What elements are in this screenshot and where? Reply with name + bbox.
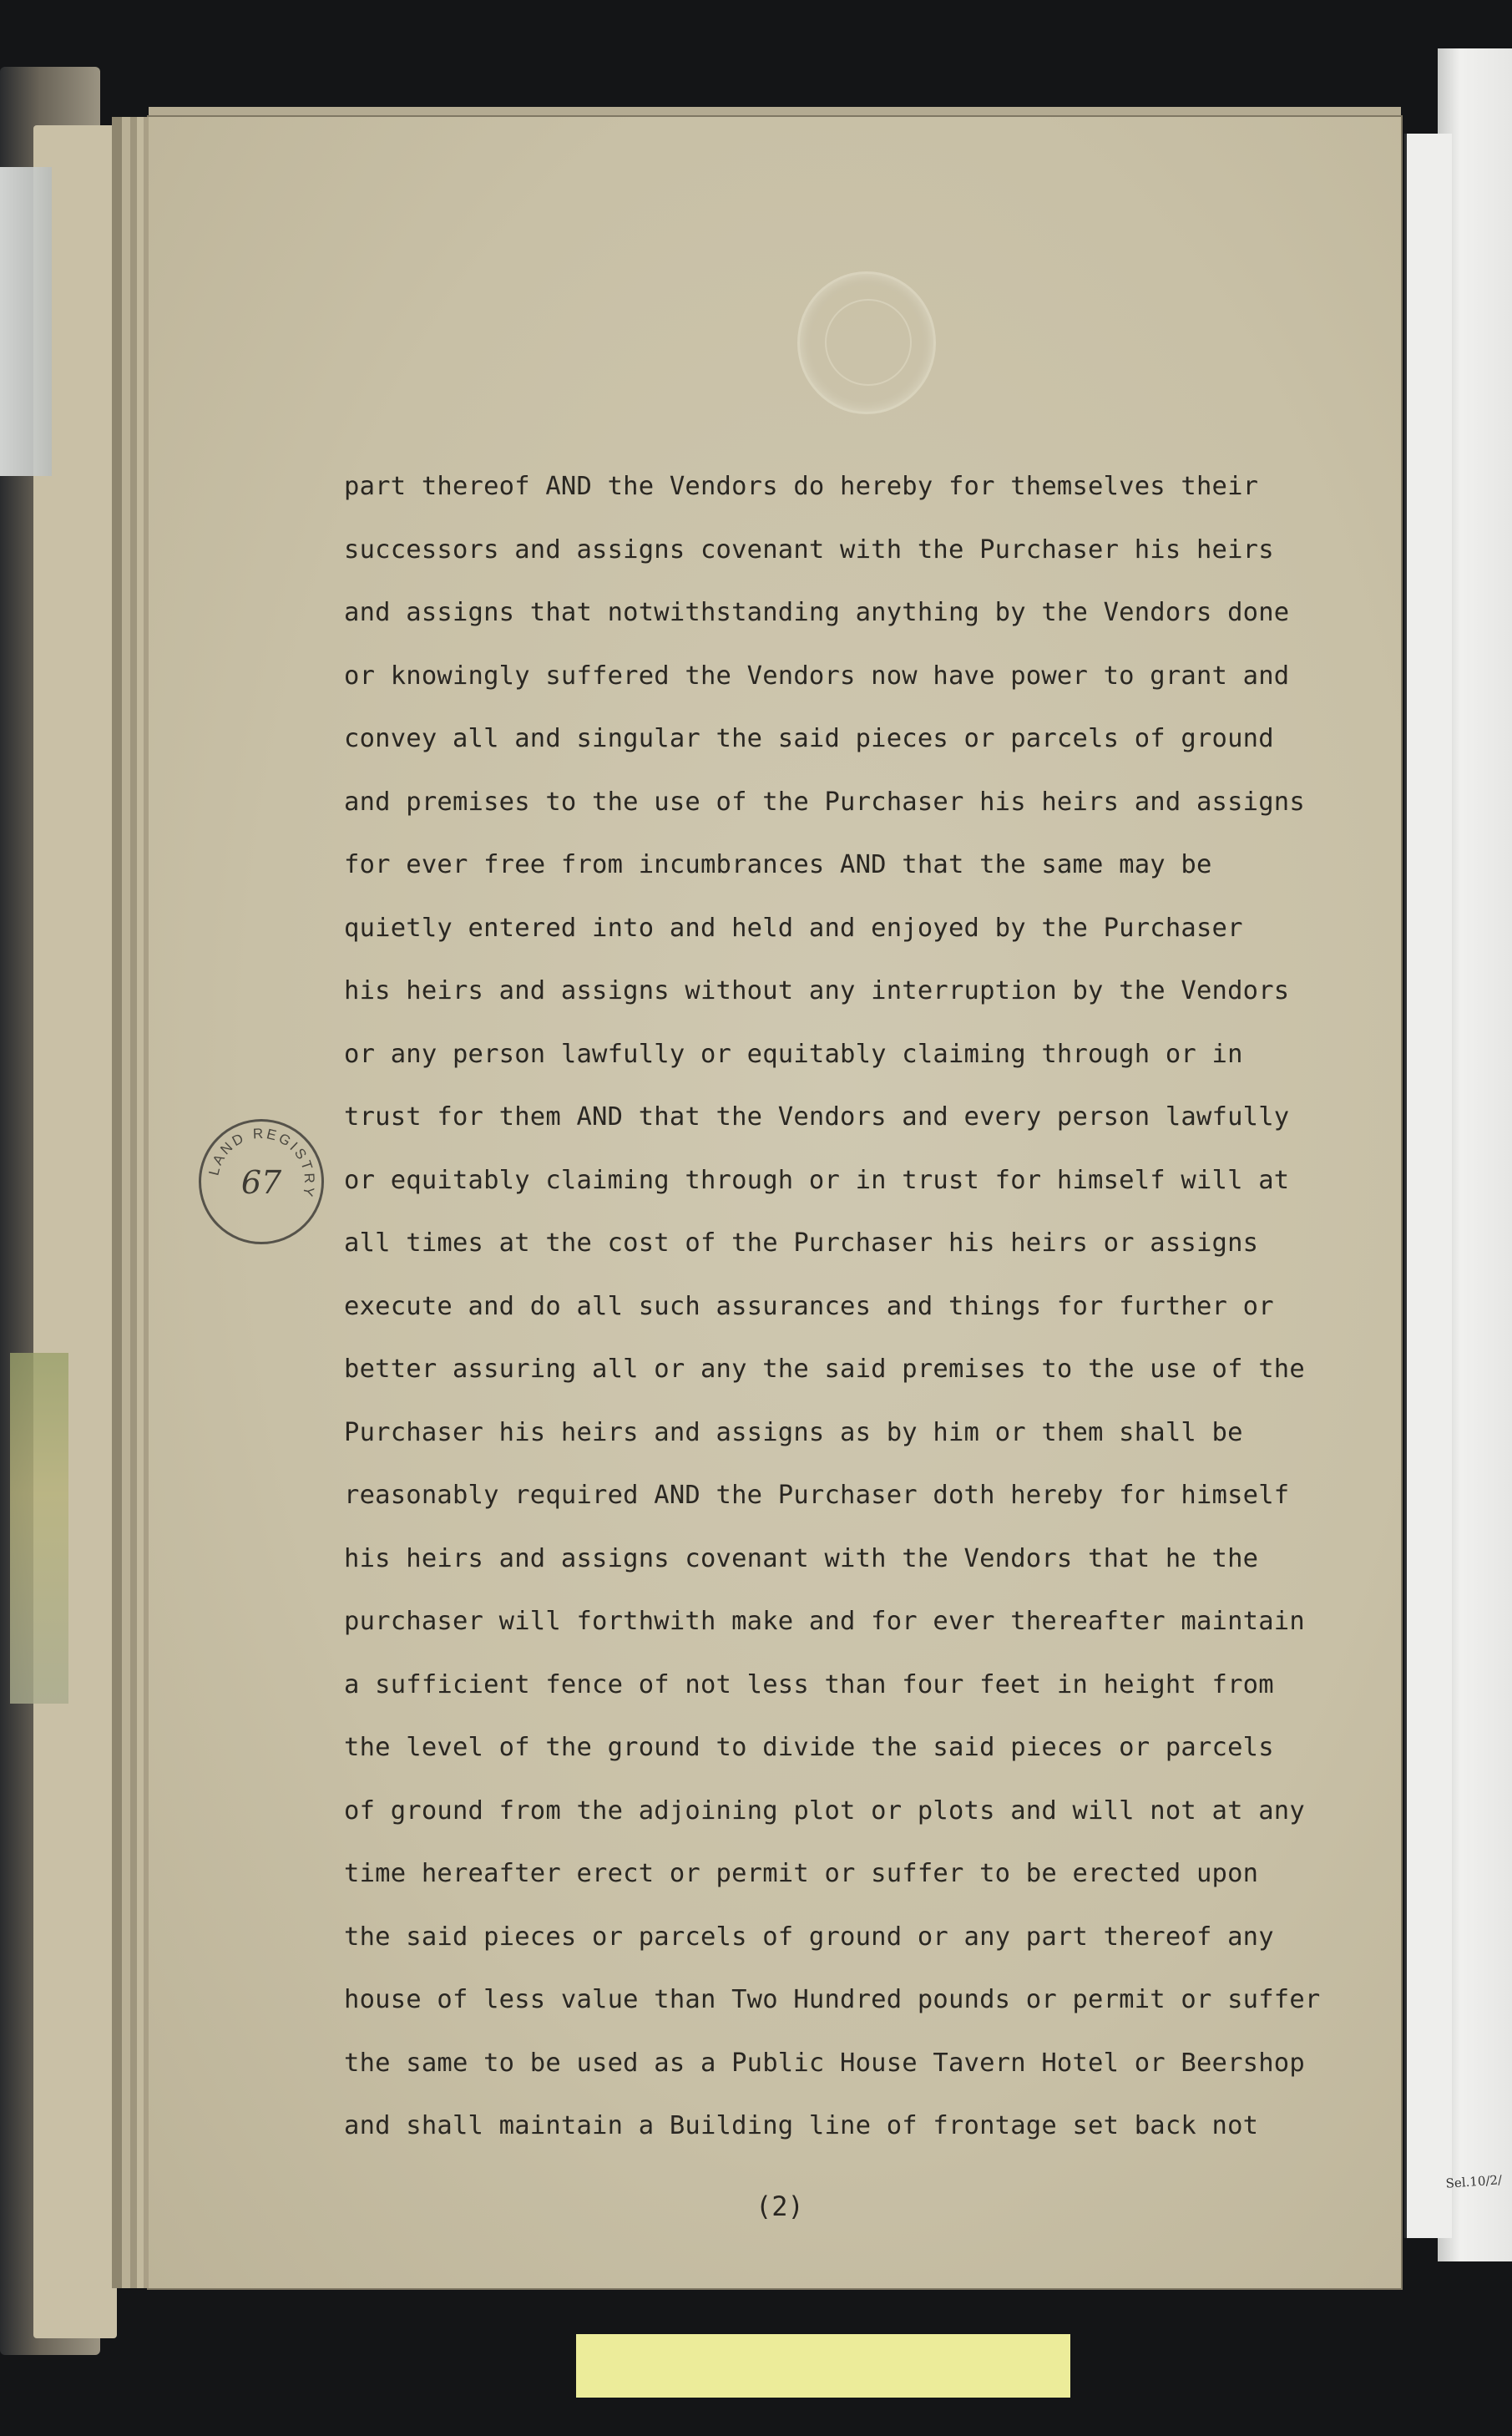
text-line: and premises to the use of the Purchaser his heirs and assigns: [344, 787, 1305, 817]
text-line: a sufficient fence of not less than four feet in height from: [344, 1669, 1274, 1699]
text-line: his heirs and assigns without any interruption by the Vendors: [344, 976, 1290, 1005]
text-line: purchaser will forthwith make and for ever thereafter maintain: [344, 1607, 1305, 1636]
text-line: or equitably claiming through or in trust for himself will at: [344, 1165, 1290, 1195]
text-line: execute and do all such assurances and things for further or: [344, 1291, 1274, 1321]
page-number: (2): [756, 2190, 804, 2222]
text-line: time hereafter erect or permit or suffer to be erected upon: [344, 1859, 1259, 1888]
text-line: Purchaser his heirs and assigns as by him or them shall be: [344, 1417, 1243, 1447]
text-line: house of less value than Two Hundred pounds or permit or suffer: [344, 1985, 1321, 2014]
text-line: of ground from the adjoining plot or plots and will not at any: [344, 1795, 1305, 1826]
stamp-number: 67: [240, 1164, 282, 1201]
text-line: and assigns that notwithstanding anything by the Vendors done: [344, 598, 1290, 627]
text-line: the same to be used as a Public House Tavern Hotel or Beershop: [344, 2048, 1305, 2078]
text-line: his heirs and assigns covenant with the Vendors that he the: [344, 1543, 1259, 1573]
stamp-text: LAND REGISTRY: [205, 1125, 318, 1201]
text-line: part thereof AND the Vendors do hereby for themselves their: [344, 472, 1259, 501]
text-line: reasonably required AND the Purchaser doth hereby for himself: [344, 1481, 1290, 1510]
text-line: convey all and singular the said pieces or parcels of ground: [344, 724, 1274, 753]
document-body: [344, 455, 1396, 2158]
text-line: all times at the cost of the Purchaser his heirs or assigns: [344, 1228, 1259, 1258]
text-line: successors and assigns covenant with the Purchaser his heirs: [344, 534, 1274, 565]
text-line: better assuring all or any the said premises to the use of the: [344, 1355, 1305, 1384]
text-line: or any person lawfully or equitably claiming through or in: [344, 1039, 1243, 1069]
text-line: the said pieces or parcels of ground or any part thereof any: [344, 1922, 1274, 1952]
right-index-card: [1404, 134, 1452, 2238]
embossed-seal: [797, 271, 936, 414]
text-line: and shall maintain a Building line of frontage set back not: [344, 2111, 1259, 2140]
text-line: for ever free from incumbrances AND that the same may be: [344, 850, 1212, 879]
text-line: trust for them AND that the Vendors and every person lawfully: [344, 1102, 1290, 1132]
land-registry-stamp: [199, 1119, 324, 1244]
side-card-note: Sel.10/2/: [1445, 2172, 1503, 2191]
green-sheet-edge: [10, 1353, 68, 1704]
yellow-tab: [576, 2334, 1070, 2398]
tape-strip: [0, 167, 52, 476]
text-line: quietly entered into and held and enjoyed by the Purchaser: [344, 913, 1243, 943]
stamp-ring: [201, 1122, 321, 1242]
text-line: the level of the ground to divide the said pieces or parcels: [344, 1733, 1274, 1762]
text-line: or knowingly suffered the Vendors now have power to grant and: [344, 661, 1290, 691]
